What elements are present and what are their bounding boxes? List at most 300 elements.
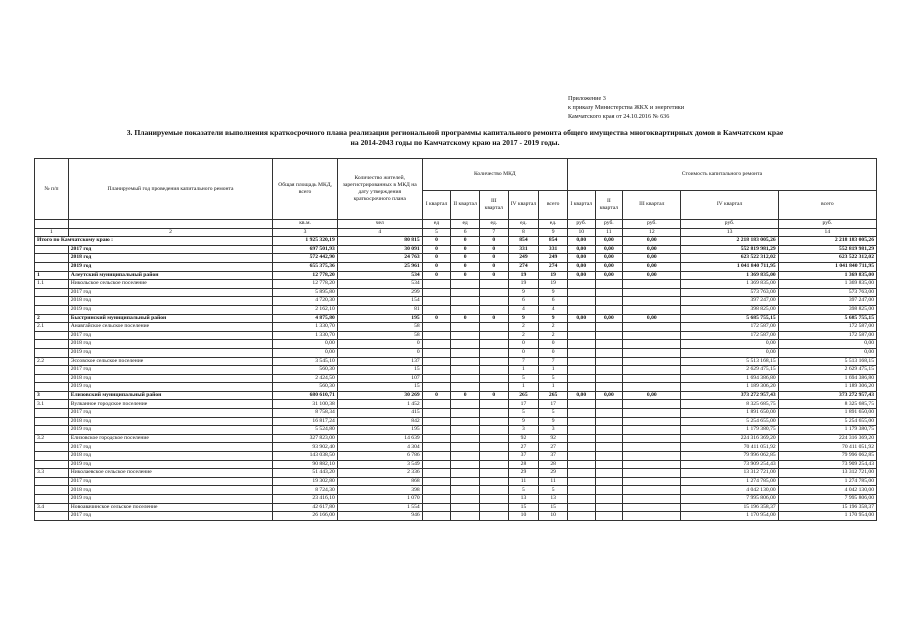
table-cell: 5 [508, 374, 539, 383]
table-row [35, 400, 877, 409]
table-cell: 6 [539, 297, 568, 306]
table-cell [567, 340, 595, 349]
table-cell [623, 477, 681, 486]
table-cell [422, 512, 451, 521]
table-row [35, 340, 877, 349]
table-cell [479, 297, 508, 306]
table-cell: 0 [479, 245, 508, 254]
table-cell: 1 891 650,00 [681, 409, 778, 418]
table-cell: 7 [508, 357, 539, 366]
table-cell [623, 443, 681, 452]
table-cell: 70 411 051,92 [681, 443, 778, 452]
table-cell: 2 162,10 [273, 305, 337, 314]
table-cell: 93 902,40 [273, 443, 337, 452]
table-cell: 12 778,20 [273, 280, 337, 289]
table-cell: 15 [337, 366, 422, 375]
table-cell: 143 038,50 [273, 452, 337, 461]
table-cell: 2017 год [68, 443, 273, 452]
table-cell: 58 [337, 323, 422, 332]
title-line-2: на 2014-2043 годы по Камчатскому краю на 2017 - 2019 годы. [350, 138, 560, 147]
table-cell [623, 280, 681, 289]
table-cell: 6 786 [337, 452, 422, 461]
table-cell [451, 348, 480, 357]
table-cell: 0 [508, 340, 539, 349]
column-number-cell: 11 [595, 228, 623, 237]
table-cell [479, 495, 508, 504]
table-cell: 534 [337, 271, 422, 280]
table-cell: 2 [539, 331, 568, 340]
table-cell: 0 [451, 237, 480, 246]
table-cell [623, 400, 681, 409]
table-cell: 2 [508, 323, 539, 332]
table-cell [595, 288, 623, 297]
table-cell [623, 426, 681, 435]
table-cell [595, 305, 623, 314]
header-cost-total: всего [778, 190, 876, 219]
table-cell: 0 [422, 271, 451, 280]
table-cell: 10 [508, 512, 539, 521]
table-cell: 9 [539, 288, 568, 297]
table-cell: 13 312 721,00 [778, 469, 876, 478]
unit-cell: ед. [508, 220, 539, 229]
table-cell [422, 417, 451, 426]
table-cell [451, 486, 480, 495]
table-cell [623, 434, 681, 443]
table-cell: 70 411 051,92 [778, 443, 876, 452]
table-cell: 1 274 785,00 [681, 477, 778, 486]
column-number-cell: 5 [422, 228, 451, 237]
table-cell: 1 189 306,20 [778, 383, 876, 392]
table-cell [422, 348, 451, 357]
table-cell: Анавгайское сельское поселение [68, 323, 273, 332]
table-cell: 0 [539, 340, 568, 349]
table-cell [451, 383, 480, 392]
table-cell: 1 369 835,00 [778, 271, 876, 280]
table-cell: 15 196 358,37 [681, 503, 778, 512]
table-cell: 0,00 [681, 340, 778, 349]
table-cell: 2018 год [68, 297, 273, 306]
table-cell: 17 [508, 400, 539, 409]
table-cell: 5 895,80 [273, 288, 337, 297]
table-cell [595, 503, 623, 512]
table-cell [595, 331, 623, 340]
table-cell: 19 [508, 280, 539, 289]
table-cell [567, 486, 595, 495]
table-cell [451, 512, 480, 521]
table-cell: 2 [508, 331, 539, 340]
units-row [35, 220, 877, 229]
table-cell: 1 170 954,00 [778, 512, 876, 521]
header-q3: III квартал [479, 190, 508, 219]
table-cell [451, 357, 480, 366]
table-row [35, 434, 877, 443]
table-cell: Елизовский муниципальный район [68, 391, 273, 400]
table-cell [479, 452, 508, 461]
table-cell: 73 909 254,43 [681, 460, 778, 469]
table-cell: 5 [508, 486, 539, 495]
table-cell: 2.1 [35, 323, 69, 332]
table-cell: 249 [539, 254, 568, 263]
table-cell: 5 685 755,15 [778, 314, 876, 323]
table-cell: 2 218 183 005,26 [778, 237, 876, 246]
table-cell [567, 426, 595, 435]
table-cell [451, 417, 480, 426]
table-cell: Елизовское городское поселение [68, 434, 273, 443]
table-cell [422, 443, 451, 452]
table-cell [595, 340, 623, 349]
table-row [35, 288, 877, 297]
table-cell: 2019 год [68, 460, 273, 469]
table-cell: 92 [508, 434, 539, 443]
table-cell [479, 434, 508, 443]
table-cell: 13 [539, 495, 568, 504]
table-cell: 15 [539, 503, 568, 512]
table-cell: 7 [539, 357, 568, 366]
table-cell: 4 [508, 305, 539, 314]
table-cell: 8 325 685,75 [778, 400, 876, 409]
table-cell: 0 [422, 245, 451, 254]
table-cell: 5 254 655,00 [681, 417, 778, 426]
table-cell [422, 305, 451, 314]
unit-cell: ед [422, 220, 451, 229]
table-row [35, 314, 877, 323]
table-cell [567, 288, 595, 297]
table-cell: 0,00 [595, 237, 623, 246]
table-cell: 265 [539, 391, 568, 400]
table-cell [451, 426, 480, 435]
column-number-cell: 10 [567, 228, 595, 237]
table-cell [451, 460, 480, 469]
table-cell: 3.3 [35, 469, 69, 478]
table-cell: 19 302,80 [273, 477, 337, 486]
table-cell [451, 434, 480, 443]
header-q1: I квартал [422, 190, 451, 219]
header-residents: Количество жителей, зарегистрированных в МКД на дату утверждения краткосрочного плана [337, 159, 422, 220]
table-cell [422, 452, 451, 461]
table-cell: 37 [539, 452, 568, 461]
table-cell [422, 383, 451, 392]
table-cell [623, 486, 681, 495]
table-cell [35, 245, 69, 254]
unit-cell: чел [337, 220, 422, 229]
table-cell: 4 [539, 305, 568, 314]
table-cell: Николаевское сельское поселение [68, 469, 273, 478]
table-cell [479, 331, 508, 340]
table-row [35, 383, 877, 392]
table-cell: 0 [451, 314, 480, 323]
table-cell: 0 [422, 391, 451, 400]
table-cell [595, 374, 623, 383]
table-row [35, 254, 877, 263]
table-cell [595, 460, 623, 469]
table-cell: 0,00 [567, 314, 595, 323]
table-cell: 0,00 [567, 271, 595, 280]
table-cell [35, 512, 69, 521]
table-cell: 398 [337, 486, 422, 495]
table-cell: 0 [422, 237, 451, 246]
table-cell: 0,00 [778, 348, 876, 357]
table-cell: 15 196 358,37 [778, 503, 876, 512]
table-cell [35, 262, 69, 271]
table-cell: 373 272 957,43 [778, 391, 876, 400]
table-cell [567, 297, 595, 306]
table-cell [422, 340, 451, 349]
table-cell: 1 179 380,75 [778, 426, 876, 435]
table-cell: 90 882,10 [273, 460, 337, 469]
table-cell [623, 331, 681, 340]
table-cell: 5 [539, 409, 568, 418]
table-cell [567, 323, 595, 332]
column-number-cell: 8 [508, 228, 539, 237]
table-cell [623, 460, 681, 469]
table-cell: 0,00 [623, 314, 681, 323]
table-cell [35, 409, 69, 418]
table-cell: 2 [539, 323, 568, 332]
table-cell [567, 383, 595, 392]
table-cell [451, 340, 480, 349]
table-cell: 1 554 [337, 503, 422, 512]
table-cell [595, 400, 623, 409]
table-cell [595, 280, 623, 289]
table-cell: 0,00 [623, 391, 681, 400]
table-cell [595, 409, 623, 418]
table-cell: 5 685 755,15 [681, 314, 778, 323]
table-cell: 1 [539, 383, 568, 392]
table-row [35, 460, 877, 469]
table-cell [567, 460, 595, 469]
table-cell: 51 443,20 [273, 469, 337, 478]
table-cell: 1 330,70 [273, 323, 337, 332]
table-cell [595, 297, 623, 306]
table-cell: 3 549 [337, 460, 422, 469]
table-cell: Вулканное городское поселение [68, 400, 273, 409]
table-cell [451, 297, 480, 306]
table-cell [422, 357, 451, 366]
column-number-cell: 14 [778, 228, 876, 237]
table-cell: 0,00 [778, 340, 876, 349]
table-cell [35, 452, 69, 461]
table-cell [451, 305, 480, 314]
table-cell: 15 [337, 383, 422, 392]
appendix-line: к приказу Министерства ЖКХ и энергетики [568, 104, 685, 111]
table-cell: 8 758,34 [273, 409, 337, 418]
table-cell [567, 417, 595, 426]
title-line-1: 3. Планируемые показатели выполнения краткосрочного плана реализации региональной программы капитального ремонта общего имущества многоквартирных домов в Камчатском крае [126, 128, 784, 137]
header-num: № п/п [35, 159, 69, 220]
table-cell [35, 417, 69, 426]
table-cell: 0,00 [273, 348, 337, 357]
table-row [35, 245, 877, 254]
table-cell [623, 305, 681, 314]
table-cell [623, 495, 681, 504]
table-cell: 10 [539, 512, 568, 521]
table-cell: 172 587,00 [778, 331, 876, 340]
table-cell [422, 374, 451, 383]
table-cell: 80 815 [337, 237, 422, 246]
table-cell [35, 477, 69, 486]
table-cell [567, 469, 595, 478]
table-cell: 552 819 981,29 [681, 245, 778, 254]
table-cell: 0,00 [595, 254, 623, 263]
table-cell: 0 [422, 254, 451, 263]
table-cell [451, 477, 480, 486]
table-cell: 224 316 369,20 [778, 434, 876, 443]
table-cell [479, 503, 508, 512]
table-cell: 79 996 062,85 [778, 452, 876, 461]
table-cell [422, 469, 451, 478]
table-cell [422, 331, 451, 340]
header-q4: IV квартал [508, 190, 539, 219]
table-cell: 249 [508, 254, 539, 263]
table-cell [623, 297, 681, 306]
table-cell [567, 512, 595, 521]
table-cell: 9 [508, 288, 539, 297]
table-cell: 3 545,10 [273, 357, 337, 366]
table-cell: 0 [451, 391, 480, 400]
table-cell: 0 [479, 262, 508, 271]
table-cell [623, 503, 681, 512]
table-cell: 274 [508, 262, 539, 271]
table-cell [623, 383, 681, 392]
table-cell [595, 383, 623, 392]
table-cell [595, 452, 623, 461]
table-cell [479, 288, 508, 297]
table-cell [623, 348, 681, 357]
table-cell [623, 374, 681, 383]
table-cell [479, 366, 508, 375]
table-cell [595, 357, 623, 366]
table-cell: Алеутский муниципальный район [68, 271, 273, 280]
table-cell: 42 617,80 [273, 503, 337, 512]
table-row [35, 486, 877, 495]
table-cell [451, 469, 480, 478]
table-cell: 8 724,30 [273, 486, 337, 495]
table-row [35, 443, 877, 452]
table-cell [35, 297, 69, 306]
table-cell [422, 280, 451, 289]
table-cell: 195 [337, 314, 422, 323]
table-cell: 2018 год [68, 340, 273, 349]
table-cell [451, 495, 480, 504]
table-cell [567, 374, 595, 383]
table-cell [479, 340, 508, 349]
table-cell: Быстринский муниципальный район [68, 314, 273, 323]
table-cell [479, 417, 508, 426]
table-cell: 1 274 785,00 [778, 477, 876, 486]
table-row [35, 426, 877, 435]
header-cost-q3: III квартал [623, 190, 681, 219]
table-cell: 2017 год [68, 409, 273, 418]
table-cell: 0,00 [595, 271, 623, 280]
table-cell [479, 469, 508, 478]
table-cell: 1 179 380,75 [681, 426, 778, 435]
table-cell [595, 486, 623, 495]
table-cell: 3.4 [35, 503, 69, 512]
table-cell: 552 819 981,29 [778, 245, 876, 254]
table-cell [422, 434, 451, 443]
table-cell: 17 [539, 400, 568, 409]
plan-table [34, 158, 877, 521]
table-cell: 0 [479, 391, 508, 400]
table-cell: 0,00 [623, 237, 681, 246]
table-cell: 25 961 [337, 262, 422, 271]
table-cell: 5 [539, 374, 568, 383]
table-cell: 7 995 806,00 [681, 495, 778, 504]
table-cell: 397 247,00 [778, 297, 876, 306]
table-cell: 1 070 [337, 495, 422, 504]
table-cell [451, 400, 480, 409]
unit-cell: руб. [778, 220, 876, 229]
table-row [35, 374, 877, 383]
table-cell: 2019 год [68, 383, 273, 392]
table-row [35, 409, 877, 418]
table-cell: 3 [35, 391, 69, 400]
table-cell: 58 [337, 331, 422, 340]
table-cell [595, 477, 623, 486]
table-cell: 4 304 [337, 443, 422, 452]
table-cell: 2019 год [68, 348, 273, 357]
table-cell [479, 486, 508, 495]
header-total: всего [539, 190, 568, 219]
column-number-cell: 2 [68, 228, 273, 237]
table-cell [422, 460, 451, 469]
table-cell: 573 763,00 [778, 288, 876, 297]
table-cell: 1 330,70 [273, 331, 337, 340]
table-cell: 26 166,00 [273, 512, 337, 521]
header-cost-group: Стоимость капитального ремонта [567, 159, 876, 191]
table-cell: 572 442,90 [273, 254, 337, 263]
table-cell: 299 [337, 288, 422, 297]
table-cell: 5 513 168,15 [778, 357, 876, 366]
table-cell: 4 042 130,00 [778, 486, 876, 495]
table-cell: 154 [337, 297, 422, 306]
table-cell: 2018 год [68, 486, 273, 495]
table-cell: 0 [451, 245, 480, 254]
table-row [35, 417, 877, 426]
table-cell: 0 [422, 314, 451, 323]
table-cell: 224 316 369,20 [681, 434, 778, 443]
table-cell [595, 512, 623, 521]
table-cell: 398 825,00 [778, 305, 876, 314]
table-cell: 24 763 [337, 254, 422, 263]
table-cell: 0,00 [567, 237, 595, 246]
appendix-line: Камчатского края от 24.10.2016 № 636 [568, 113, 670, 120]
table-cell: 2018 год [68, 452, 273, 461]
table-cell [479, 460, 508, 469]
table-cell [422, 288, 451, 297]
unit-cell: ед. [539, 220, 568, 229]
table-cell: 172 587,00 [681, 323, 778, 332]
table-cell [623, 469, 681, 478]
table-cell: 415 [337, 409, 422, 418]
table-cell [35, 486, 69, 495]
table-cell [623, 340, 681, 349]
table-cell: 623 522 312,02 [681, 254, 778, 263]
column-number-cell: 7 [479, 228, 508, 237]
table-cell: Никольское сельское поселение [68, 280, 273, 289]
unit-cell: руб. [567, 220, 595, 229]
table-cell: 5 254 655,00 [778, 417, 876, 426]
table-row [35, 271, 877, 280]
table-cell: 4 875,80 [273, 314, 337, 323]
table-cell: 2 629 475,15 [681, 366, 778, 375]
table-cell: 0,00 [623, 245, 681, 254]
table-cell [451, 323, 480, 332]
table-cell: 9 [539, 417, 568, 426]
table-cell [479, 426, 508, 435]
table-cell: 0 [451, 271, 480, 280]
table-cell: 0,00 [595, 314, 623, 323]
